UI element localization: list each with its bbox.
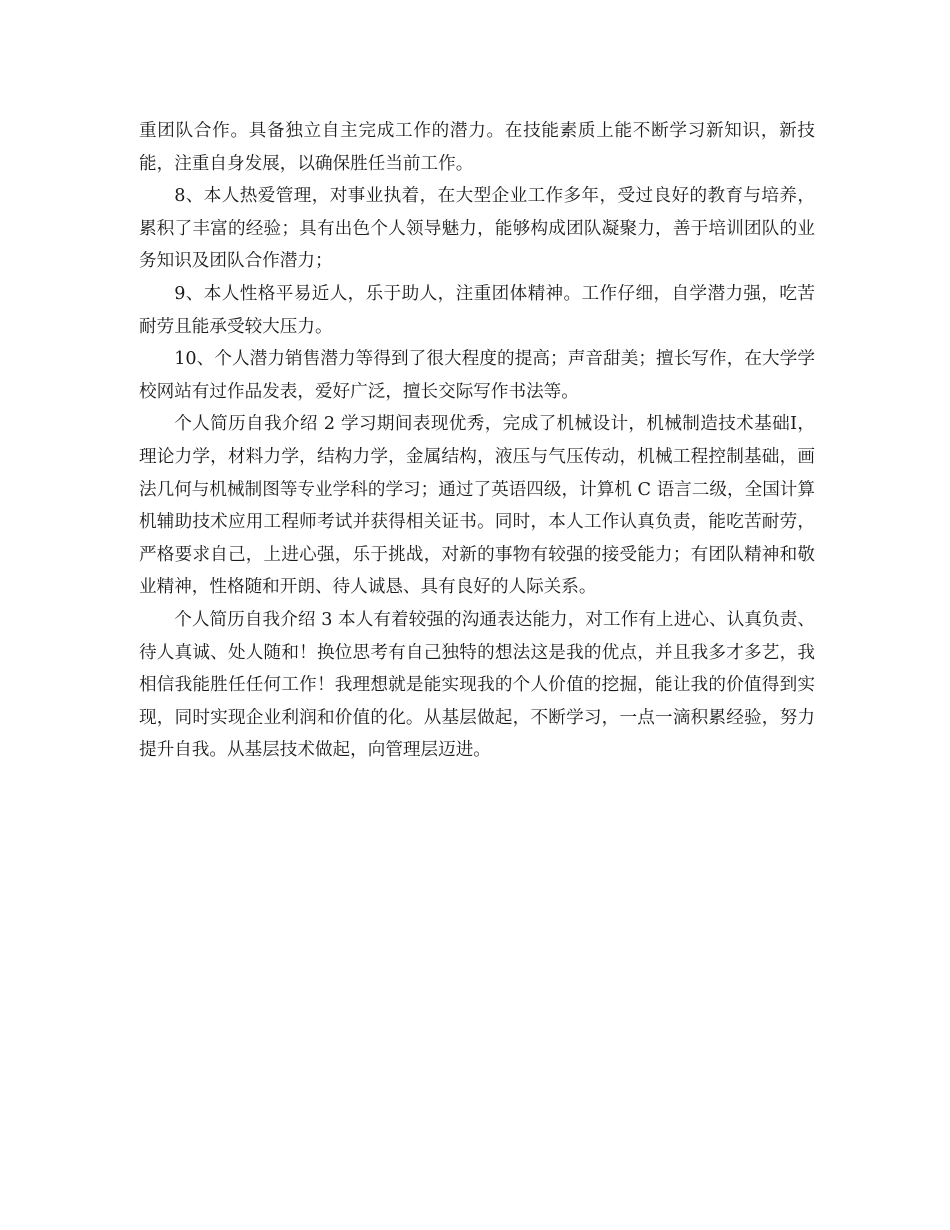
paragraph-self-intro-3: 个人简历自我介绍 3 本人有着较强的沟通表达能力，对工作有上进心、认真负责、待人真诚、处人随和！换位思考有自己独特的想法这是我的优点，并且我多才多艺，我相信我能胜任任何工作！我理想就是能实现我的个人价值的挖掘，能让我的价值得到实现，同时实现企业利润和价值的化。从基层做起，不断学习，一点一滴积累经验，努力提升自我。从基层技术做起，向管理层迈进。 bbox=[139, 609, 815, 761]
paragraph-self-intro-2: 个人简历自我介绍 2 学习期间表现优秀，完成了机械设计，机械制造技术基础Ⅰ，理论力学，材料力学，结构力学，金属结构，液压与气压传动，机械工程控制基础，画法几何与机械制图等专业学科的学习；通过了英语四级，计算机 C 语言二级，全国计算机辅助技术应用工程师考试并获得相关证书。同时，本人工作认真负责，能吃苦耐劳，严格要求自己，上进心强，乐于挑战，对新的事物有较强的接受能力；有团队精神和敬业精神，性格随和开朗、待人诚恳、具有良好的人际关系。 bbox=[139, 414, 815, 598]
paragraph-item-10: 10、个人潜力销售潜力等得到了很大程度的提高；声音甜美；擅长写作，在大学学校网站有过作品发表，爱好广泛，擅长交际写作书法等。 bbox=[139, 349, 815, 402]
paragraph-item-8: 8、本人热爱管理，对事业执着，在大型企业工作多年，受过良好的教育与培养，累积了丰富的经验；具有出色个人领导魅力，能够构成团队凝聚力，善于培训团队的业务知识及团队合作潜力； bbox=[139, 186, 815, 272]
paragraph-item-9: 9、本人性格平易近人，乐于助人，注重团体精神。工作仔细，自学潜力强，吃苦耐劳且能承受较大压力。 bbox=[139, 283, 815, 337]
paragraph-continued: 重团队合作。具备独立自主完成工作的潜力。在技能素质上能不断学习新知识，新技能，注重自身发展，以确保胜任当前工作。 bbox=[139, 121, 815, 174]
document-body bbox=[139, 115, 815, 767]
